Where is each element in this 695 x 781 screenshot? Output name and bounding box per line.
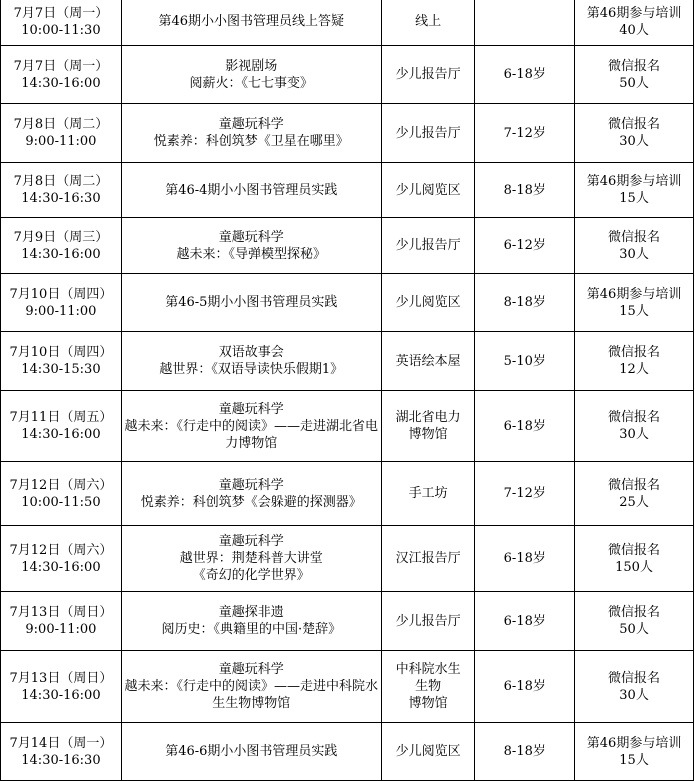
- age-cell: 6-18岁: [475, 651, 575, 723]
- event-cell: 童趣玩科学 越未来：《导弹模型探秘》: [121, 218, 381, 274]
- venue-cell: 汉江报告厅: [381, 526, 475, 592]
- event-cell: 第46-5期小小图书管理员实践: [121, 274, 381, 332]
- table-row: [1, 46, 694, 104]
- age-cell: 7-12岁: [475, 104, 575, 163]
- table-row: [1, 592, 694, 651]
- event-cell: 童趣玩科学 越未来：《行走中的阅读》——走进中科院水生生物博物馆: [121, 651, 381, 723]
- date-cell: 7月10日（周四） 14:30-15:30: [1, 332, 122, 391]
- date-cell: 7月12日（周六） 10:00-11:50: [1, 462, 122, 526]
- registration-cell: 微信报名 12人: [575, 332, 694, 391]
- registration-cell: 第46期参与培训 15人: [575, 723, 694, 781]
- date-cell: 7月8日（周二） 9:00-11:00: [1, 104, 122, 163]
- date-cell: 7月8日（周二） 14:30-16:30: [1, 163, 122, 218]
- age-cell: 7-12岁: [475, 462, 575, 526]
- event-cell: 童趣探非遗 阅历史：《典籍里的中国·楚辞》: [121, 592, 381, 651]
- registration-cell: 微信报名 30人: [575, 104, 694, 163]
- age-cell: 8-18岁: [475, 723, 575, 781]
- table-row: [1, 274, 694, 332]
- age-cell: 6-18岁: [475, 526, 575, 592]
- venue-cell: 少儿阅览区: [381, 274, 475, 332]
- table-row: [1, 163, 694, 218]
- registration-cell: 微信报名 25人: [575, 462, 694, 526]
- date-cell: 7月10日（周四） 9:00-11:00: [1, 274, 122, 332]
- venue-cell: 湖北省电力 博物馆: [381, 391, 475, 462]
- table-row: [1, 462, 694, 526]
- venue-cell: 手工坊: [381, 462, 475, 526]
- registration-cell: 微信报名 30人: [575, 391, 694, 462]
- event-cell: 童趣玩科学 悦素养：科创筑梦《会躲避的探测器》: [121, 462, 381, 526]
- date-cell: 7月13日（周日） 9:00-11:00: [1, 592, 122, 651]
- event-cell: 第46-4期小小图书管理员实践: [121, 163, 381, 218]
- date-cell: 7月7日（周一） 14:30-16:00: [1, 46, 122, 104]
- venue-cell: 少儿阅览区: [381, 163, 475, 218]
- table-row: [1, 526, 694, 592]
- table-row: [1, 391, 694, 462]
- event-cell: 童趣玩科学 越世界：荆楚科普大讲堂 《奇幻的化学世界》: [121, 526, 381, 592]
- registration-cell: 微信报名 50人: [575, 592, 694, 651]
- age-cell: [475, 0, 575, 46]
- registration-cell: 微信报名 30人: [575, 218, 694, 274]
- event-cell: 影视剧场 阅薪火：《七七事变》: [121, 46, 381, 104]
- venue-cell: 中科院水生 生物 博物馆: [381, 651, 475, 723]
- venue-cell: 英语绘本屋: [381, 332, 475, 391]
- event-cell: 童趣玩科学 悦素养：科创筑梦《卫星在哪里》: [121, 104, 381, 163]
- age-cell: 6-18岁: [475, 46, 575, 104]
- age-cell: 8-18岁: [475, 163, 575, 218]
- date-cell: 7月14日（周一） 14:30-16:30: [1, 723, 122, 781]
- registration-cell: 第46期参与培训 40人: [575, 0, 694, 46]
- registration-cell: 第46期参与培训 15人: [575, 163, 694, 218]
- age-cell: 8-18岁: [475, 274, 575, 332]
- registration-cell: 微信报名 50人: [575, 46, 694, 104]
- table-row: [1, 332, 694, 391]
- registration-cell: 微信报名 150人: [575, 526, 694, 592]
- age-cell: 6-18岁: [475, 391, 575, 462]
- date-cell: 7月13日（周日） 14:30-16:00: [1, 651, 122, 723]
- table-row: [1, 0, 694, 46]
- event-cell: 童趣玩科学 越未来：《行走中的阅读》——走进湖北省电力博物馆: [121, 391, 381, 462]
- table-row: [1, 218, 694, 274]
- venue-cell: 少儿报告厅: [381, 592, 475, 651]
- event-cell: 第46-6期小小图书管理员实践: [121, 723, 381, 781]
- table-row: [1, 104, 694, 163]
- venue-cell: 少儿报告厅: [381, 46, 475, 104]
- venue-cell: 线上: [381, 0, 475, 46]
- event-cell: 第46期小小图书管理员线上答疑: [121, 0, 381, 46]
- registration-cell: 微信报名 30人: [575, 651, 694, 723]
- venue-cell: 少儿阅览区: [381, 723, 475, 781]
- date-cell: 7月11日（周五） 14:30-16:00: [1, 391, 122, 462]
- age-cell: 6-18岁: [475, 592, 575, 651]
- registration-cell: 第46期参与培训 15人: [575, 274, 694, 332]
- table-row: [1, 723, 694, 781]
- date-cell: 7月9日（周三） 14:30-16:00: [1, 218, 122, 274]
- age-cell: 5-10岁: [475, 332, 575, 391]
- table-row: [1, 651, 694, 723]
- date-cell: 7月7日（周一） 10:00-11:30: [1, 0, 122, 46]
- event-cell: 双语故事会 越世界：《双语导读快乐假期1》: [121, 332, 381, 391]
- venue-cell: 少儿报告厅: [381, 218, 475, 274]
- date-cell: 7月12日（周六） 14:30-16:00: [1, 526, 122, 592]
- age-cell: 6-12岁: [475, 218, 575, 274]
- venue-cell: 少儿报告厅: [381, 104, 475, 163]
